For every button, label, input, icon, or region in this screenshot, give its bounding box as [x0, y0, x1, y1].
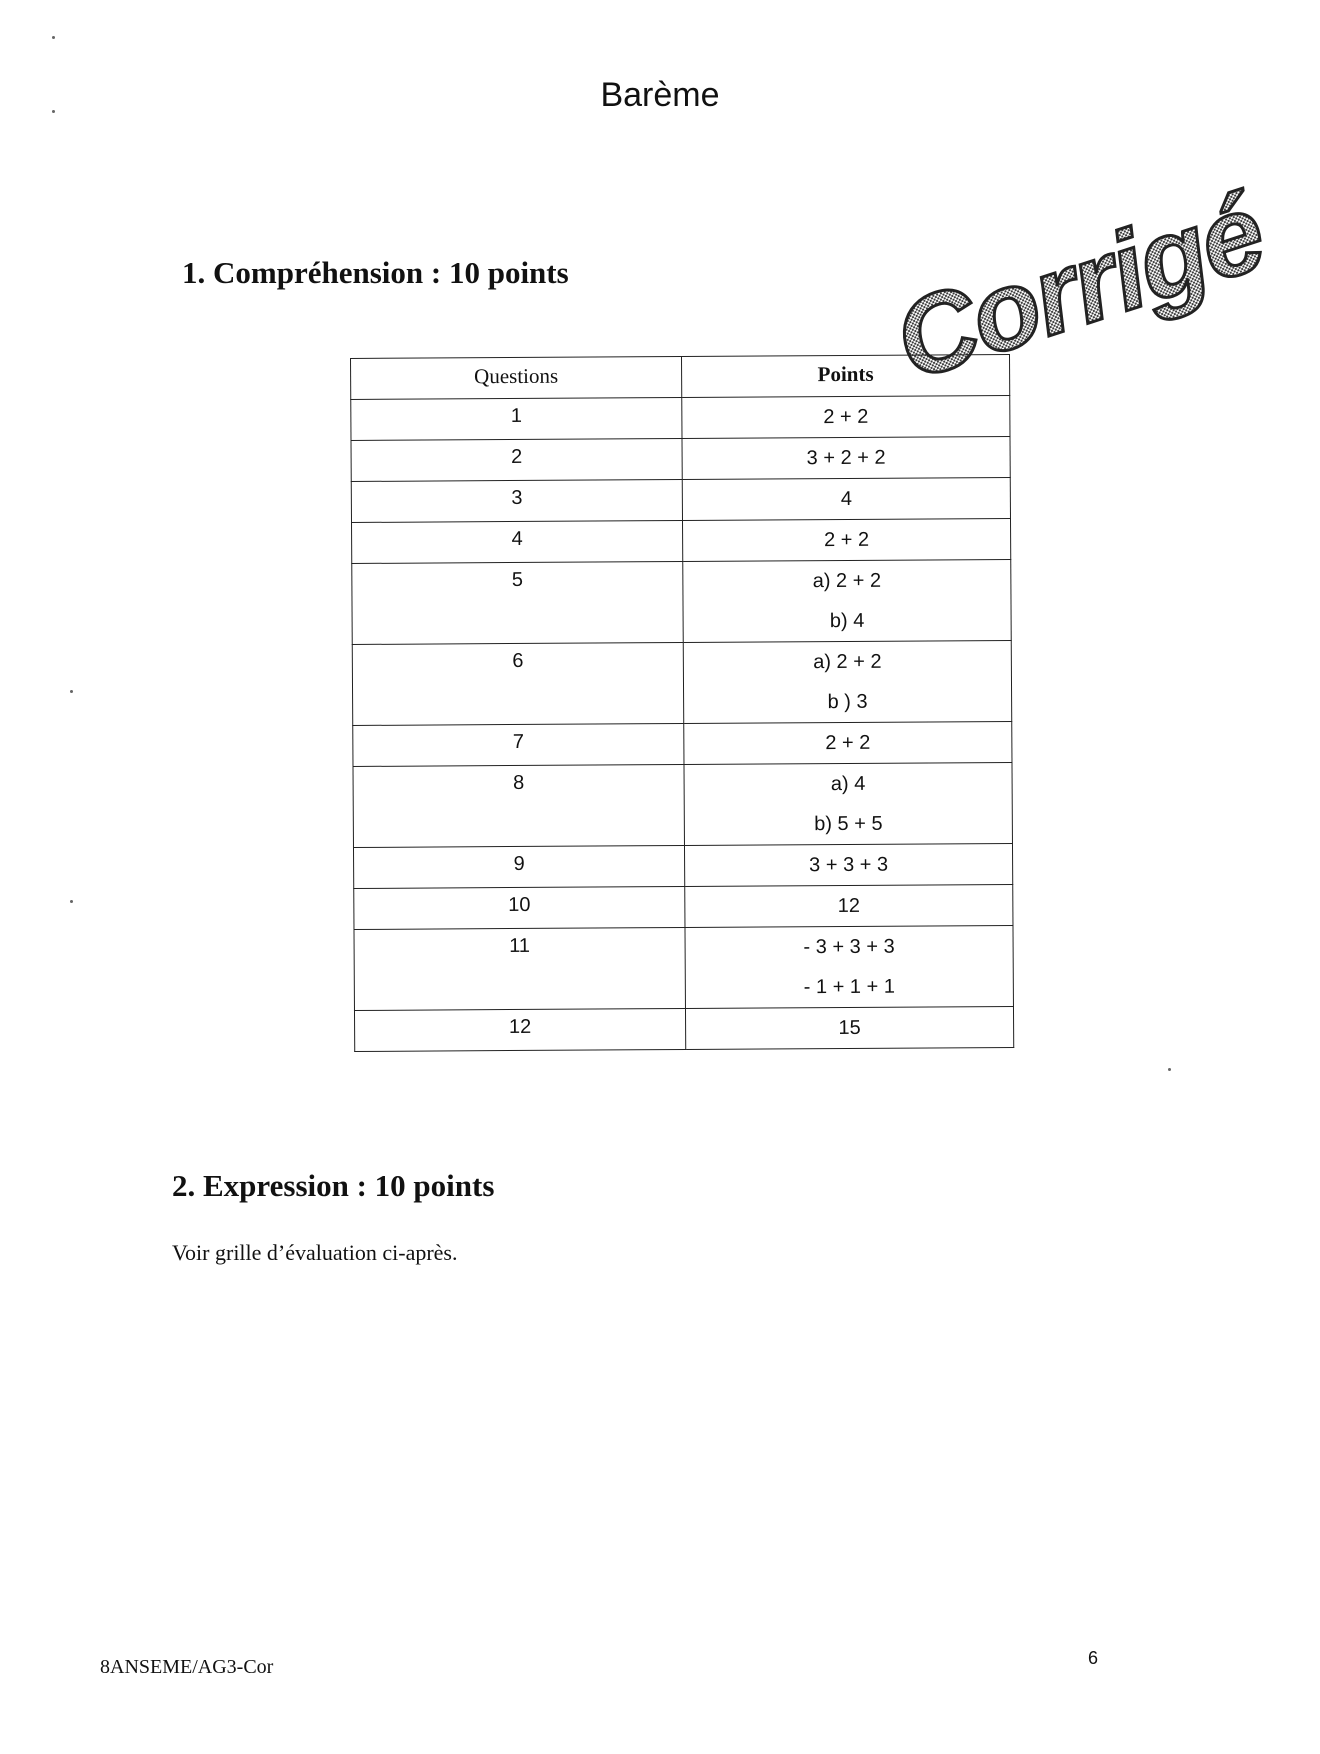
table-row [352, 559, 1011, 644]
table-row [351, 436, 1010, 481]
table-row [352, 640, 1011, 725]
section-heading-expression: 2. Expression : 10 points [172, 1168, 495, 1203]
points-cell [684, 843, 1012, 886]
points-cell [682, 395, 1010, 438]
points-value: - 1 + 1 + 1 [803, 975, 895, 999]
table-row [354, 925, 1013, 1010]
points-value: 15 [838, 1016, 861, 1040]
points-value: 3 + 3 + 3 [809, 853, 889, 877]
points-value: 3 + 2 + 2 [806, 446, 886, 470]
points-cell [682, 477, 1010, 520]
points-cell [685, 925, 1013, 1008]
question-number-cell: 7 [353, 723, 684, 766]
table-row [351, 477, 1010, 522]
question-number-cell: 4 [352, 520, 683, 563]
page-number: 6 [1088, 1648, 1099, 1668]
table-row [353, 762, 1012, 847]
question-number-cell: 2 [351, 438, 682, 481]
scan-speck [1168, 1068, 1171, 1071]
scoring-table [350, 354, 1014, 1052]
points-value: a) 2 + 2 [813, 650, 882, 674]
points-value: a) 4 [830, 772, 866, 796]
document-code: 8ANSEME/AG3-Cor [100, 1656, 274, 1678]
points-cell [684, 721, 1012, 764]
points-value: 2 + 2 [825, 731, 871, 755]
section-heading-comprehension: 1. Compréhension : 10 points [182, 255, 569, 290]
scan-speck [70, 690, 73, 693]
expression-note: Voir grille d’évaluation ci-après. [172, 1240, 458, 1265]
question-number-cell: 6 [352, 642, 683, 725]
points-cell [683, 559, 1011, 642]
scan-speck [52, 110, 55, 113]
question-number-cell: 3 [351, 479, 682, 522]
question-number-cell: 11 [354, 927, 685, 1010]
points-value: b ) 3 [827, 690, 868, 714]
table-row [354, 1006, 1013, 1051]
points-cell [685, 1006, 1013, 1049]
points-value: 12 [837, 894, 861, 918]
question-number-cell: 5 [352, 561, 683, 644]
question-number-cell: 8 [353, 764, 684, 847]
table-row [353, 843, 1012, 888]
points-value: 2 + 2 [824, 528, 870, 552]
question-number-cell: 12 [354, 1008, 685, 1051]
points-cell [683, 640, 1011, 723]
table-body [351, 395, 1014, 1051]
table-row [352, 518, 1011, 563]
question-number-cell: 1 [351, 397, 682, 440]
scan-speck [52, 36, 55, 39]
points-value: b) 4 [829, 609, 865, 633]
points-cell [682, 518, 1010, 561]
table-row [351, 395, 1010, 440]
points-value: 2 + 2 [823, 405, 869, 429]
points-cell [685, 884, 1013, 927]
question-number-cell: 9 [353, 845, 684, 888]
points-value: - 3 + 3 + 3 [803, 935, 895, 959]
page-title: Barème [600, 76, 720, 114]
points-value: a) 2 + 2 [812, 569, 882, 593]
scan-speck [70, 900, 73, 903]
header-points: Points [681, 354, 1009, 397]
header-questions: Questions [351, 356, 682, 399]
points-cell [684, 762, 1012, 845]
table-row [353, 721, 1012, 766]
question-number-cell: 10 [354, 886, 685, 929]
table-header-row [351, 354, 1010, 399]
stamp-text: Corrigé [880, 169, 1278, 404]
points-value: b) 5 + 5 [814, 812, 883, 836]
points-cell [682, 436, 1010, 479]
table-row [354, 884, 1013, 929]
points-value: 4 [840, 487, 852, 511]
